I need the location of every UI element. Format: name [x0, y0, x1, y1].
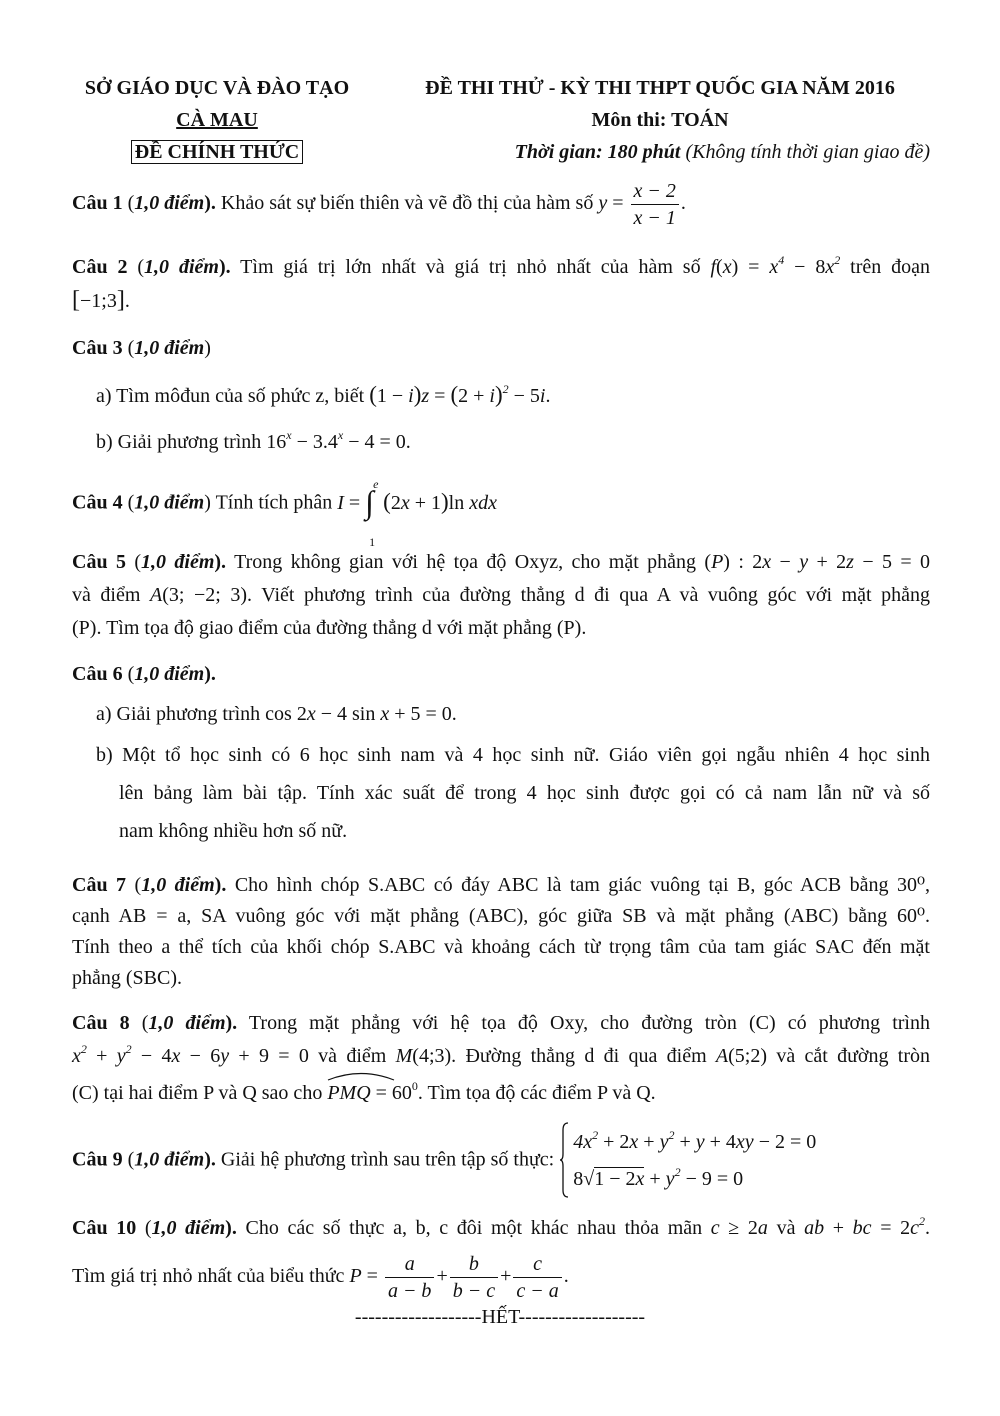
q5-line1: Trong không gian với hệ tọa độ Oxyz, cho mặt phẳng — [234, 551, 697, 573]
q5-plane: (P) : 2x − y + 2z − 5 = 0 — [704, 551, 931, 573]
q4-label: Câu 4 — [72, 491, 123, 514]
q6-label: Câu 6 — [72, 663, 123, 685]
q6a-text: a) Giải phương trình — [96, 703, 261, 725]
q10-line2: Tìm giá trị nhỏ nhất của biểu thức — [72, 1265, 345, 1288]
brace-icon — [559, 1122, 569, 1198]
exam-title: ĐỀ THI THỬ - KỲ THI THPT QUỐC GIA NĂM 2016 — [425, 77, 895, 99]
q5-point: A(3; −2; 3) — [149, 584, 248, 606]
q10-and: và — [776, 1217, 796, 1239]
q1-text: Khảo sát sự biến thiên và vẽ đồ thị của hàm số — [220, 192, 594, 215]
q8-line3b: . Tìm tọa độ các điểm P và Q. — [417, 1082, 656, 1104]
q3a-formula: $(1 - i)z = (2 + i)^2 - 5i$. — [369, 382, 551, 407]
question-3b — [72, 426, 954, 459]
q7-line3: Tính theo a thể tích của khối chóp S.ABC và khoảng cách từ trọng tâm của tam giác SAC đến mặt — [72, 936, 930, 958]
question-6: Câu 6 (1,0 điểm). — [72, 663, 216, 685]
q8-label: Câu 8 — [72, 1012, 130, 1034]
q7-line2: cạnh AB = a, SA vuông góc với mặt phẳng (ABC), góc giữa SB và mặt phẳng (ABC) bằng 60⁰. — [72, 905, 930, 927]
q9-text: Giải hệ phương trình sau trên tập số thực: — [220, 1148, 555, 1171]
question-10: Câu 10 (1,0 điểm). Cho các số thực a, b, c đôi một khác nhau thỏa mãn c ≥ 2a và ab + bc = $2c^2$. Tìm giá trị nhỏ nhất của biểu thức P = $\frac{a}{a - b}$ + $\frac{b}{b - c}$ + $\frac{c}{c - a}$ . — [72, 1214, 930, 1302]
q3a-text: a) Tìm môđun của số phức z, biết — [96, 385, 365, 407]
q9-label: Câu 9 — [72, 1148, 123, 1171]
question-5: Câu 5 (1,0 điểm). Trong không gian với hệ tọa độ Oxyz, cho mặt phẳng (P) : 2x − y + 2z − 5 = 0 và điểm A(3; −2; 3). Viết phương trình của đường thẳng d đi qua A và vuông góc với mặt phẳng (P). Tìm tọa độ giao điểm của đường thẳng d với mặt phẳng (P). — [72, 546, 930, 645]
q5-line3: (P). Tìm tọa độ giao điểm của đường thẳng d với mặt phẳng (P). — [72, 617, 587, 639]
q2-tail: trên đoạn — [850, 256, 931, 278]
q8-line2c: và cắt đường tròn — [776, 1045, 931, 1067]
question-3: Câu 3 (1,0 điểm) — [72, 337, 211, 359]
time-note: (Không tính thời gian giao đề) — [685, 141, 930, 163]
question-3a — [72, 378, 954, 413]
q1-formula: y = $\frac{x - 2}{x - 1}$ . — [598, 180, 686, 229]
time-limit: Thời gian: 180 phút — [514, 141, 681, 163]
question-7: Câu 7 (1,0 điểm). Cho hình chóp S.ABC có đáy ABC là tam giác vuông tại B, góc ACB bằng 30⁰, cạnh AB = a, SA vuông góc với mặt phẳng (ABC), góc giữa SB và mặt phẳng (ABC) bằng 60⁰. Tính theo a thể tích của khối chóp S.ABC và khoảng cách từ trọng tâm của tam giác SAC đến mặt phẳng (SBC). — [72, 870, 930, 994]
q9-system: $4x^2 + 2x + y^2 + y + 4xy - 2 = 0$ $8√1 - 2x + y^2 - 9 = 0$ — [559, 1124, 816, 1198]
q8-line2b: . Đường thẳng d đi qua điểm — [451, 1045, 707, 1067]
q6b-line3: nam không nhiều hơn số nữ. — [119, 820, 348, 842]
q8-point-a: A(5;2) — [715, 1045, 768, 1067]
q8-point-m: M(4;3) — [395, 1045, 452, 1067]
q2-text: Tìm giá trị lớn nhất và giá trị nhỏ nhất của hàm số — [240, 256, 701, 278]
question-6b — [96, 736, 930, 850]
official-label: ĐỀ CHÍNH THỨC — [131, 140, 303, 164]
q4-formula: I = ∫ e 1 (2x + 1)ln xdx — [337, 477, 497, 549]
header-right — [390, 72, 930, 168]
q6b-line2: lên bảng làm bài tập. Tính xác suất để trong 4 học sinh được gọi có cả nam lẫn nữ và số — [119, 782, 930, 804]
q2-formula: $f(x) = x^4 - 8x^2$ — [710, 253, 841, 278]
province-name: CÀ MAU — [176, 109, 258, 131]
subject-line: Môn thi: TOÁN — [591, 109, 729, 131]
q8-line1: Trong mặt phẳng với hệ tọa độ Oxy, cho đường tròn (C) có phương trình — [248, 1012, 930, 1034]
integral-sign: ∫ e 1 — [365, 477, 379, 549]
q3b-text: b) Giải phương trình — [96, 431, 262, 453]
q10-cond1: c ≥ 2a — [710, 1217, 768, 1239]
end-marker: -------------------HẾT------------------- — [354, 1306, 646, 1328]
header-left — [62, 72, 372, 168]
department-name: SỞ GIÁO DỤC VÀ ĐÀO TẠO — [84, 77, 350, 99]
q6b-line1: b) Một tổ học sinh có 6 học sinh nam và 4 học sinh nữ. Giáo viên gọi ngẫu nhiên 4 học sinh — [96, 744, 930, 766]
q6a-formula: cos 2x − 4 sin x + 5 = 0. — [265, 703, 457, 725]
question-9: Câu 9 (1,0 điểm). Giải hệ phương trình sau trên tập số thực: $4x^2 + 2x + y^2 + y + 4xy - 2 = 0$ $8√1 - 2x + y^2 - 9 = 0$ — [72, 1124, 930, 1198]
q10-label: Câu 10 — [72, 1217, 137, 1239]
q5-line2b: . Viết phương trình của đường thẳng d đi qua A và vuông góc với mặt phẳng — [247, 584, 930, 606]
q4-text: Tính tích phân — [215, 491, 333, 514]
q5-line2a: và điểm — [72, 584, 141, 606]
q2-interval: [−1;3]. — [72, 287, 130, 313]
q2-label: Câu 2 — [72, 256, 128, 278]
question-8: Câu 8 (1,0 điểm). Trong mặt phẳng với hệ tọa độ Oxy, cho đường tròn (C) có phương trình $x^2 + y^2 - 4x - 6y + 9 = 0$ và điểm M(4;3). Đường thẳng d đi qua điểm A(5;2) và cắt đường tròn (C) tại hai điểm P và Q sao cho PMQ = $60^0$. Tìm tọa độ các điểm P và Q. — [72, 1012, 931, 1104]
question-1: Câu 1 (1,0 điểm). Khảo sát sự biến thiên và vẽ đồ thị của hàm số y = $\frac{x - 2}{x - 1}$ . — [72, 180, 686, 229]
question-2: Câu 2 (1,0 điểm). Tìm giá trị lớn nhất và giá trị nhỏ nhất của hàm số $f(x) = x^4 - 8x^2$ trên đoạn [−1;3]. — [72, 251, 930, 318]
q3-label: Câu 3 — [72, 337, 123, 359]
question-6a — [72, 698, 954, 731]
q1-label: Câu 1 — [72, 192, 123, 215]
q5-label: Câu 5 — [72, 551, 126, 573]
q10-line1: Cho các số thực a, b, c đôi một khác nhau thỏa mãn — [245, 1217, 703, 1239]
q10-cond2: ab + bc = $2c^2$. — [804, 1214, 930, 1239]
q8-line3a: (C) tại hai điểm P và Q sao cho — [72, 1082, 323, 1104]
question-4: Câu 4 (1,0 điểm) Tính tích phân I = ∫ e 1 (2x + 1)ln xdx — [72, 477, 497, 549]
q8-circle-eq: $x^2 + y^2 - 4x - 6y + 9 = 0$ — [72, 1042, 309, 1067]
q10-expression: P = $\frac{a}{a - b}$ + $\frac{b}{b - c}$ + $\frac{c}{c - a}$ . — [349, 1253, 569, 1302]
q7-line1: Cho hình chóp S.ABC có đáy ABC là tam giác vuông tại B, góc ACB bằng 30⁰, — [234, 874, 931, 896]
q8-line2a: và điểm — [318, 1045, 387, 1067]
q7-line4: phẳng (SBC). — [72, 967, 182, 989]
time-line — [390, 136, 930, 168]
q3b-formula: $16^x - 3.4^x - 4 = 0$. — [266, 428, 411, 453]
q7-label: Câu 7 — [72, 874, 127, 896]
q8-angle: PMQ = $60^0$ — [327, 1082, 418, 1104]
